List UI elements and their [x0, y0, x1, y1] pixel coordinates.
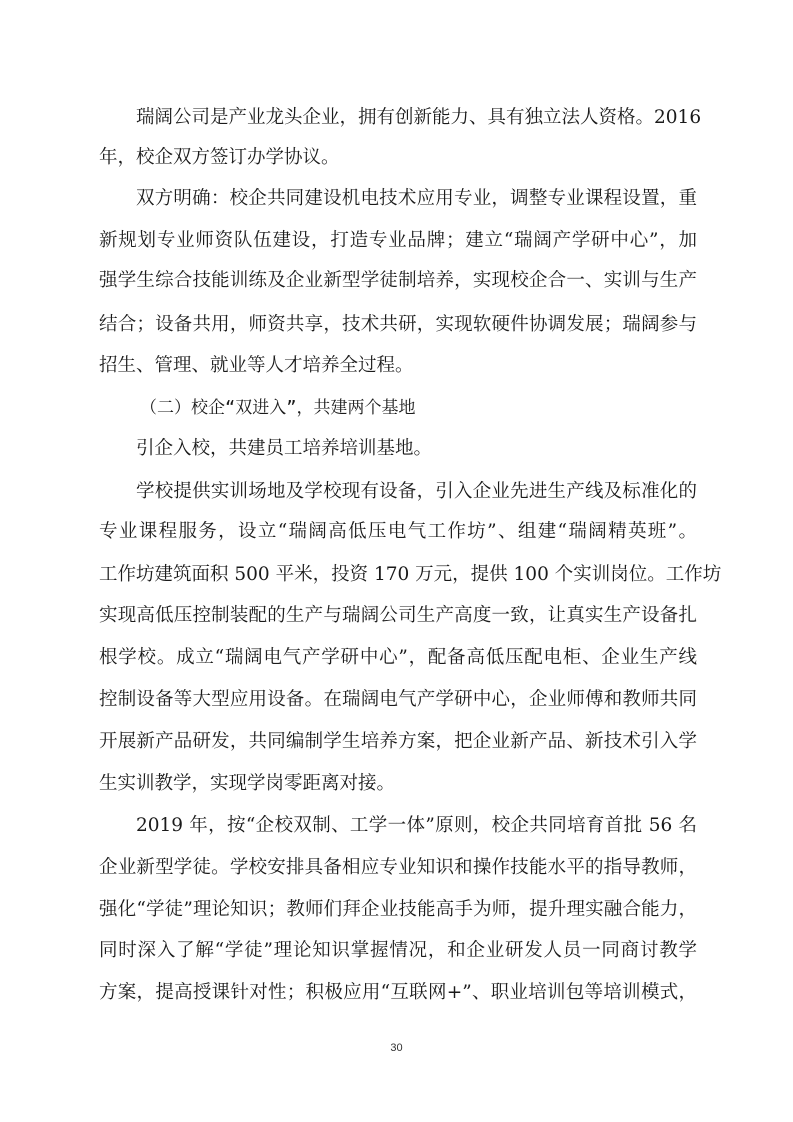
paragraph-4-line-5: 根学校。成立“瑞阔电气产学研中心”，配备高低压配电柜、企业生产线 [99, 647, 697, 668]
paragraph-5-line-5: 方案，提高授课针对性；积极应用“互联网+”、职业培训包等培训模式， [99, 982, 697, 1003]
page-number: 30 [390, 1042, 403, 1054]
paragraph-2-line-5: 招生、管理、就业等人才培养全过程。 [99, 355, 414, 376]
paragraph-4-line-7: 开展新产品研发，共同编制学生培养方案，把企业新产品、新技术引入学 [99, 731, 697, 752]
paragraph-4-line-4: 实现高低压控制装配的生产与瑞阔公司生产高度一致，让真实生产设备扎 [99, 605, 697, 626]
paragraph-4-line-2: 专业课程服务，设立“瑞阔高低压电气工作坊”、组建“瑞阔精英班”。 [99, 521, 697, 542]
paragraph-1-line-1: 瑞阔公司是产业龙头企业，拥有创新能力、具有独立法人资格。2016 [136, 107, 702, 128]
paragraph-1-line-2: 年，校企双方签订办学协议。 [99, 147, 340, 168]
paragraph-2-line-1: 双方明确：校企共同建设机电技术应用专业，调整专业课程设置，重 [136, 188, 697, 209]
paragraph-5-line-4: 同时深入了解“学徒”理论知识掌握情况，和企业研发人员一同商讨教学 [99, 940, 697, 961]
paragraph-3-line-1: 引企入校，共建员工培养培训基地。 [136, 438, 433, 459]
section-heading: （二）校企“双进入”，共建两个基地 [140, 398, 416, 418]
paragraph-4-line-6: 控制设备等大型应用设备。在瑞阔电气产学研中心，企业师傅和教师共同 [99, 689, 697, 710]
paragraph-5-line-2: 企业新型学徒。学校安排具备相应专业知识和操作技能水平的指导教师， [99, 857, 697, 878]
paragraph-4-line-1: 学校提供实训场地及学校现有设备，引入企业先进生产线及标准化的 [136, 481, 697, 502]
paragraph-2-line-3: 强学生综合技能训练及企业新型学徒制培养，实现校企合一、实训与生产 [99, 270, 697, 291]
paragraph-4-line-3: 工作坊建筑面积 500 平米，投资 170 万元，提供 100 个实训岗位。工作坊 [99, 564, 722, 585]
paragraph-2-line-2: 新规划专业师资队伍建设，打造专业品牌；建立“瑞阔产学研中心”，加 [99, 230, 697, 251]
paragraph-4-line-8: 生实训教学，实现学岗零距离对接。 [99, 773, 396, 794]
paragraph-5-line-3: 强化“学徒”理论知识；教师们拜企业技能高手为师，提升理实融合能力， [99, 899, 697, 920]
paragraph-2-line-4: 结合；设备共用，师资共享，技术共研，实现软硬件协调发展；瑞阔参与 [99, 314, 697, 335]
paragraph-5-line-1: 2019 年，按“企校双制、工学一体”原则，校企共同培育首批 56 名 [136, 815, 697, 836]
